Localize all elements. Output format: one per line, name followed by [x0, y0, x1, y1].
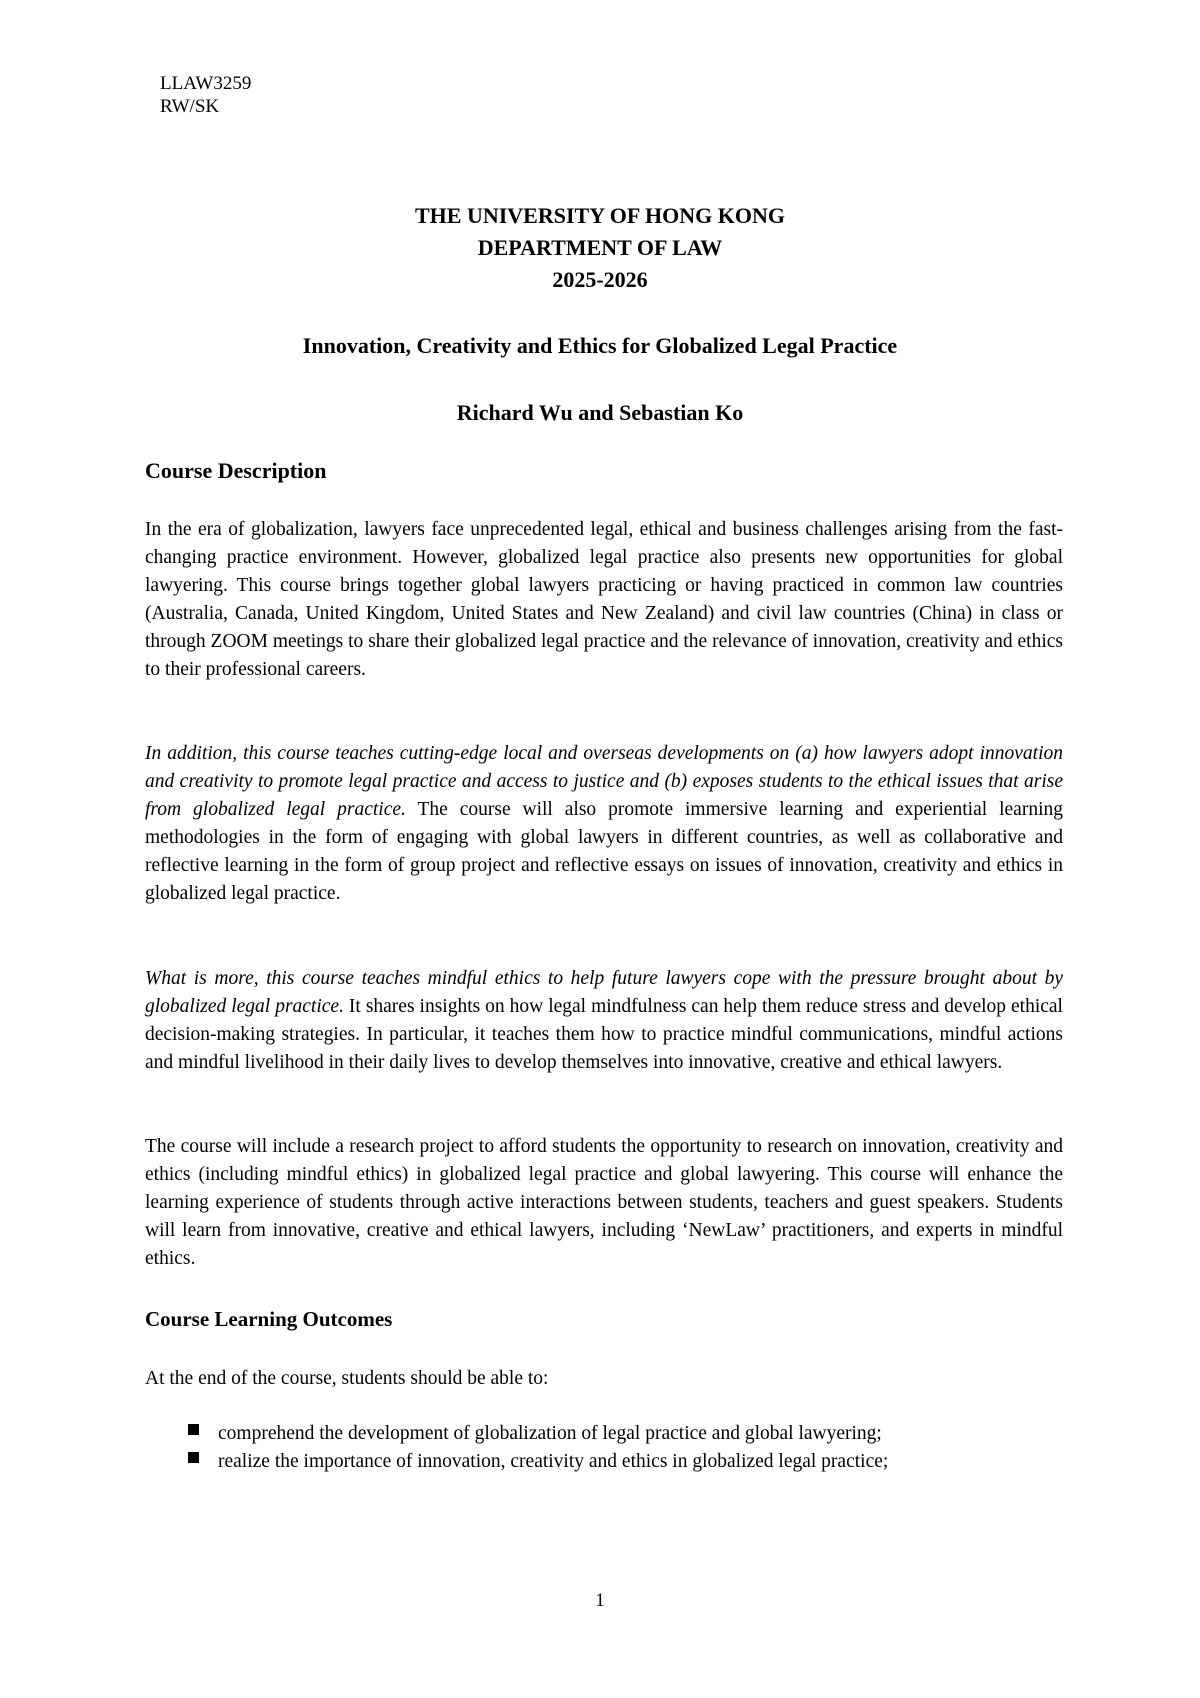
paragraph-2-italic-text: In addition, this course teaches cutting-edge local and overseas developments on (a) how lawyers adopt innovation and creativity to promote legal practice and access to justice and (b) exposes students to the ethical issues that arise from globalized legal practice.: [145, 743, 1063, 820]
department-name: DEPARTMENT OF LAW: [477, 235, 723, 260]
paragraph-3-italic-text: What is more, this course teaches mindful ethics to help future lawyers cope with the pressure brought about by globalized legal practice.: [145, 968, 1063, 1017]
paragraph-3-text: It shares insights on how legal mindfulness can help them reduce stress and develop ethical decision-making strategies. In particular, it teaches them how to practice mindful communications, mindful actions and mindful livelihood in their daily lives to develop themselves into innovative, creative and ethical lawyers.: [145, 996, 1063, 1073]
list-item-text: realize the importance of innovation, creativity and ethics in globalized legal practice;: [218, 1451, 889, 1472]
list-item: [188, 1420, 1068, 1448]
square-bullet-icon: [188, 1424, 199, 1435]
page-number: 1: [595, 1590, 605, 1611]
description-paragraph-2: [145, 740, 1063, 908]
description-paragraph-4: The course will include a research project to afford students the opportunity to research on innovation, creativity and ethics (including mindful ethics) in globalized legal practice and global lawyering. This course will enhance the learning experience of students through active interactions between students, teachers and guest speakers. Students will learn from innovative, creative and ethical lawyers, including ‘NewLaw’ practitioners, and experts in mindful ethics.: [145, 1136, 1063, 1269]
lecturer-names: Richard Wu and Sebastian Ko: [456, 400, 744, 425]
university-name: THE UNIVERSITY OF HONG KONG: [415, 203, 785, 228]
list-item: [188, 1448, 1068, 1476]
square-bullet-icon: [188, 1452, 199, 1463]
document-reference: [160, 72, 251, 118]
learning-outcomes-list: [188, 1420, 1068, 1476]
course-code: LLAW3259: [160, 73, 252, 94]
lecturer-initials: RW/SK: [160, 96, 220, 117]
title-block: [0, 200, 1200, 296]
course-title: Innovation, Creativity and Ethics for Globalized Legal Practice: [302, 333, 898, 358]
learning-outcomes-intro: At the end of the course, students should be able to:: [145, 1368, 549, 1389]
course-description-heading: Course Description: [145, 458, 327, 483]
learning-outcomes-heading: Course Learning Outcomes: [145, 1307, 393, 1331]
description-paragraph-3: [145, 965, 1063, 1077]
academic-year: 2025-2026: [552, 267, 648, 292]
list-item-text: comprehend the development of globalization of legal practice and global lawyering;: [218, 1423, 882, 1444]
description-paragraph-1: In the era of globalization, lawyers face unprecedented legal, ethical and business challenges arising from the fast-changing practice environment. However, globalized legal practice also presents new opportunities for global lawyering. This course brings together global lawyers practicing or having practiced in common law countries (Australia, Canada, United Kingdom, United States and New Zealand) and civil law countries (China) in class or through ZOOM meetings to share their globalized legal practice and the relevance of innovation, creativity and ethics to their professional careers.: [145, 519, 1063, 680]
paragraph-2-text: The course will also promote immersive learning and experiential learning methodologies in the form of engaging with global lawyers in different countries, as well as collaborative and reflective learning in the form of group project and reflective essays on issues of innovation, creativity and ethics in globalized legal practice.: [145, 799, 1063, 904]
